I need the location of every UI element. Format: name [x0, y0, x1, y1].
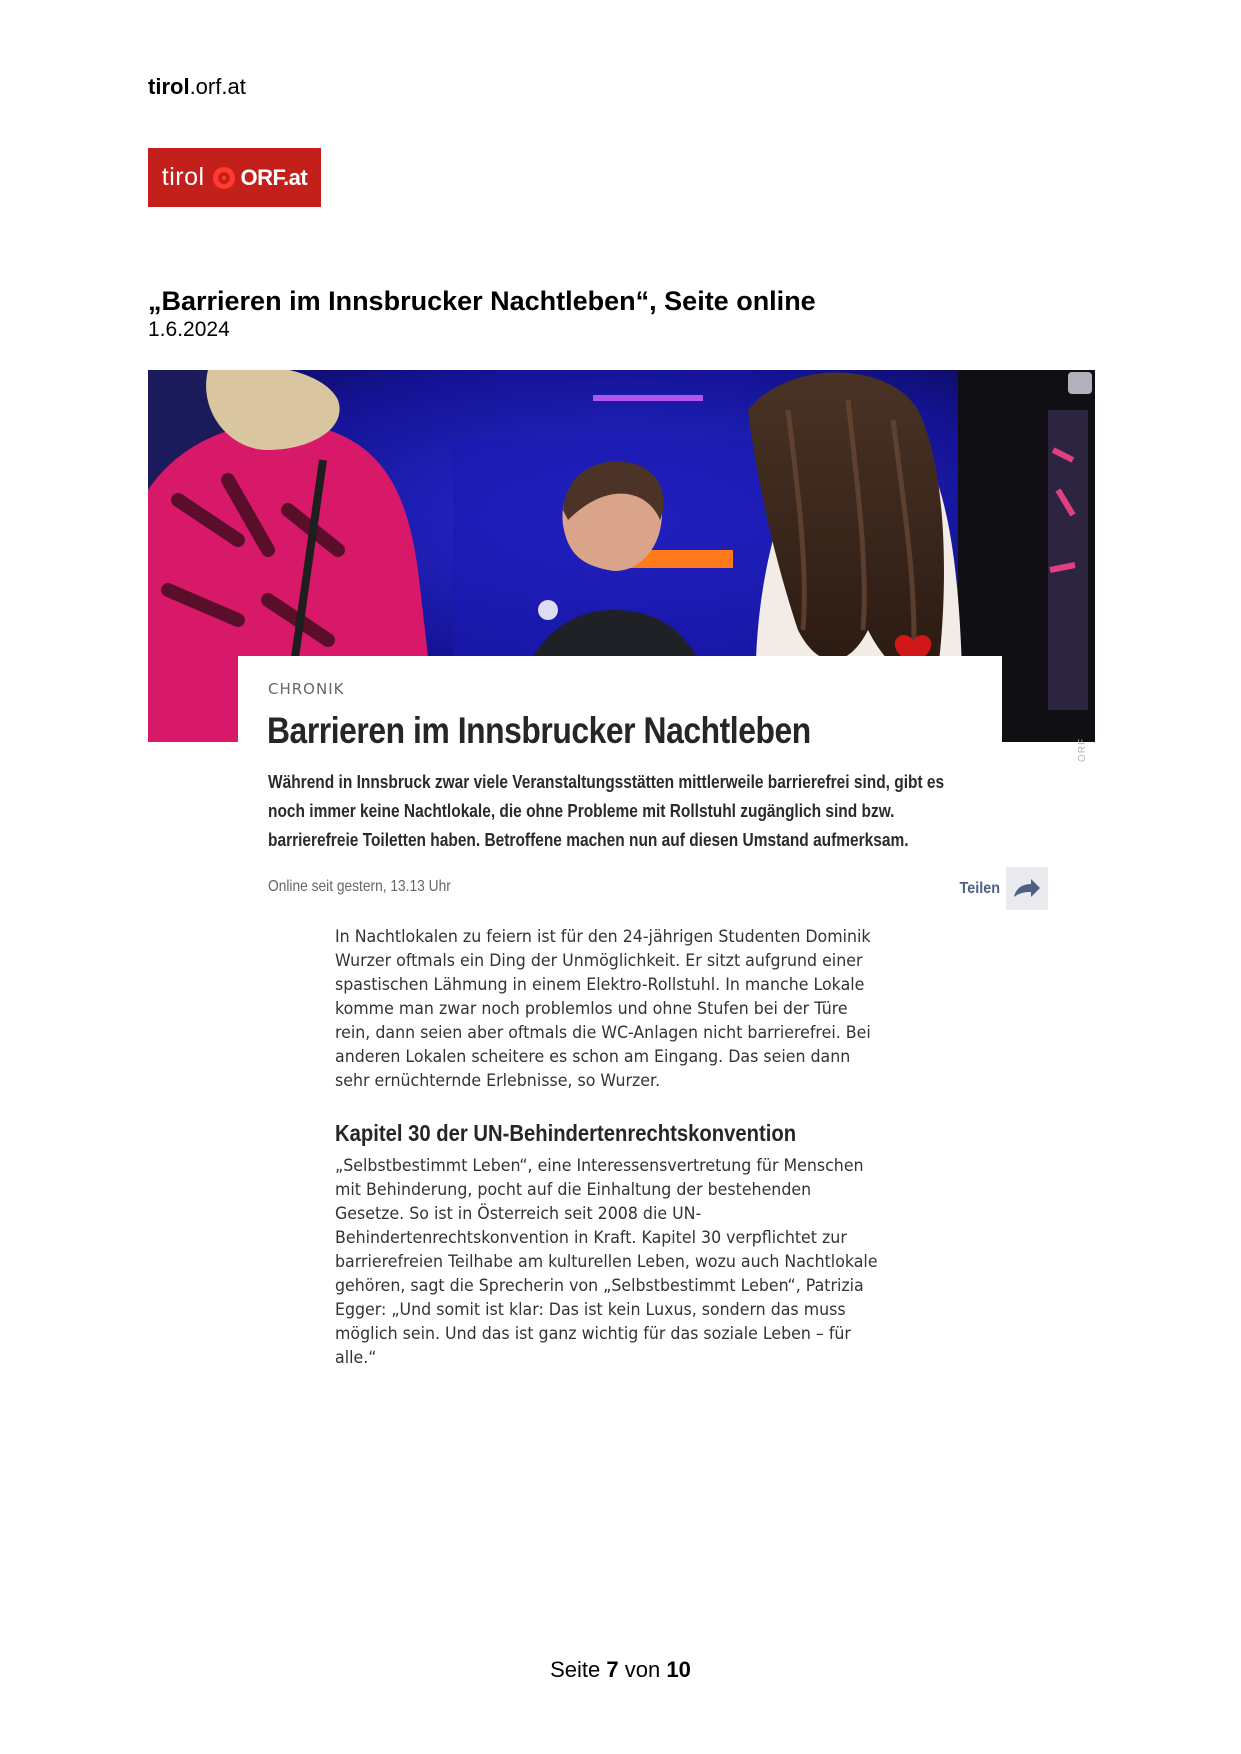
orf-eye-icon: [213, 167, 235, 189]
page-of-label: von: [624, 1657, 661, 1682]
document-date: 1.6.2024: [148, 318, 230, 341]
article-kicker[interactable]: CHRONIK: [268, 680, 345, 698]
site-name-rest: .orf.at: [189, 74, 246, 99]
share-label: Teilen: [959, 879, 1001, 897]
photo-credit: ORF: [1077, 737, 1088, 762]
article-subheading: Kapitel 30 der UN-Behindertenrechtskonvention: [335, 1120, 797, 1146]
article-headline: Barrieren im Innsbrucker Nachtleben: [267, 710, 811, 751]
share-button[interactable]: [955, 867, 1048, 910]
publish-time: Online seit gestern, 13.13 Uhr: [268, 878, 451, 895]
tirol-orf-logo: [148, 148, 321, 207]
page-number: 7: [606, 1657, 619, 1682]
document-title: „Barrieren im Innsbrucker Nachtleben“, Seite online: [148, 286, 816, 316]
page-footer: [0, 1657, 1241, 1683]
page-total: 10: [666, 1657, 691, 1682]
logo-region: tirol: [161, 163, 205, 191]
article-paragraph: In Nachtlokalen zu feiern ist für den 24-jährigen Studenten Dominik Wurzer oftmals ein Ding der Unmöglichkeit. Er sitzt aufgrund einer spastischen Lähmung in einem Elektro-Rollstuhl. In manche Lokale komme man zwar noch problemlos und ohne Stufen bei der Türe rein, dann seien aber oftmals die WC-Anlagen nicht barrierefrei. Bei anderen Lokalen scheitere es schon am Eingang. Das seien dann sehr ernüchternde Erlebnisse, so Wurzer.: [335, 927, 871, 1091]
article-lead: Während in Innsbruck zwar viele Veranstaltungsstätten mittlerweile barrierefrei sind, gibt es noch immer keine Nachtlokale, die ohne Probleme mit Rollstuhl zugänglich sind bzw. barrierefreie Toiletten haben. Betroffene machen nun auf diesen Umstand aufmerksam.: [268, 772, 945, 850]
site-name-bold: tirol: [148, 74, 190, 99]
site-header: [148, 74, 246, 100]
article-paragraph: „Selbstbestimmt Leben“, eine Interessensvertretung für Menschen mit Behinderung, pocht auf die Einhaltung der bestehenden Gesetze. So ist in Österreich seit 2008 die UN-Behindertenrechtskonvention in Kraft. Kapitel 30 verpflichtet zur barrierefreien Teilhabe am kulturellen Leben, wozu auch Nachtlokale gehören, sagt die Sprecherin von „Selbstbestimmt Leben“, Patrizia Egger: „Und somit ist klar: Das ist kein Luxus, sondern das muss möglich sein. Und das ist ganz wichtig für das soziale Leben – für alle.“: [335, 1156, 878, 1368]
share-arrow-icon: [1006, 867, 1048, 910]
logo-brand: ORF.at: [240, 164, 308, 190]
page-label: Seite: [550, 1657, 601, 1682]
